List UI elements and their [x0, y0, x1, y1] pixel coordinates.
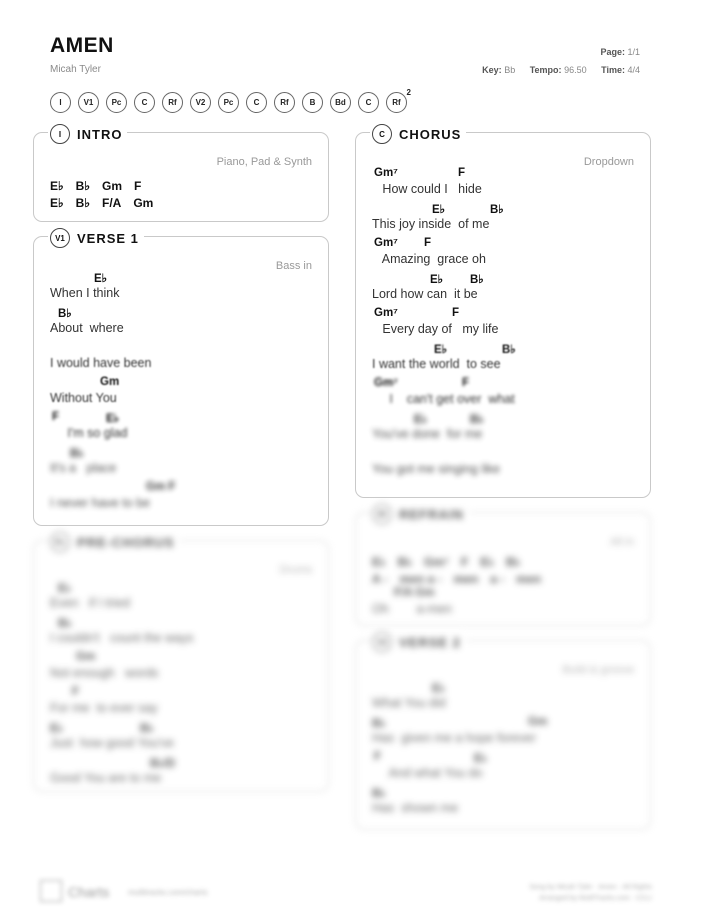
section-badge[interactable]: C	[372, 124, 392, 144]
section-body	[34, 237, 328, 528]
lyric-line	[372, 412, 636, 447]
chord: E♭	[480, 554, 494, 569]
chord: E♭	[50, 723, 64, 735]
chord: F	[52, 411, 60, 423]
section-title: VERSE 2	[399, 634, 461, 650]
chord: B♭	[490, 204, 504, 216]
chord: E♭	[58, 583, 72, 595]
roadmap-item[interactable]	[134, 92, 155, 113]
chord: B♭	[397, 554, 412, 569]
charts-logo-text: Charts	[68, 884, 110, 900]
chord: Gm F	[146, 481, 176, 493]
lyric-text: You've done for me	[372, 427, 483, 441]
section-badge[interactable]: V1	[50, 228, 70, 248]
lyric-text: This joy inside of me	[372, 217, 490, 231]
chord: B♭	[470, 274, 484, 286]
lyric-text: You got me singing like	[372, 462, 501, 476]
chord: E♭	[50, 178, 64, 193]
time-value: 4/4	[627, 65, 640, 75]
lyric-line	[372, 716, 636, 751]
section-title: PRE-CHORUS	[77, 534, 175, 550]
lyric-line	[372, 751, 636, 786]
lyric-text: I never have to be	[50, 496, 151, 510]
chord: E♭	[372, 554, 386, 569]
lyric-text: I can't get over what	[372, 392, 515, 406]
chord: Gm⁷	[374, 167, 398, 179]
roadmap-item-label: C	[253, 98, 260, 107]
roadmap-item[interactable]	[50, 92, 71, 113]
footer-link[interactable]: multitracks.com/charts	[128, 888, 208, 897]
page-label: Page:	[600, 47, 625, 57]
roadmap-item[interactable]	[162, 92, 183, 113]
chord: F	[424, 237, 432, 249]
chord: Gm	[102, 178, 123, 193]
song-artist: Micah Tyler	[50, 64, 101, 75]
section-badge[interactable]: Rf	[372, 504, 392, 524]
lyric-line	[372, 587, 636, 622]
roadmap-item[interactable]	[246, 92, 267, 113]
lyric-line	[50, 721, 314, 756]
section-chorus	[355, 126, 651, 498]
section-title: VERSE 1	[77, 230, 139, 246]
section-badge[interactable]: Pc	[50, 532, 70, 552]
time-label: Time:	[601, 65, 625, 75]
roadmap-item[interactable]	[190, 92, 211, 113]
section-header	[370, 503, 469, 525]
roadmap-item[interactable]	[78, 92, 99, 113]
chord: F	[134, 178, 142, 193]
lyric-text: Even if I tried	[50, 596, 130, 610]
chord: B♭	[140, 723, 154, 735]
chord: E♭	[432, 683, 446, 695]
chord: Gm⁷	[374, 307, 398, 319]
lyric-text: When I think	[50, 286, 120, 300]
section-note: Build & groove	[562, 664, 634, 676]
roadmap-item-label: I	[59, 98, 62, 107]
section-note: All in	[610, 536, 634, 548]
chord: B♭	[372, 788, 386, 800]
song-header	[50, 34, 650, 82]
section-note: Piano, Pad & Synth	[216, 156, 312, 168]
section-note: Bass in	[275, 260, 312, 272]
lyric-text: For me to ever say	[50, 701, 158, 715]
lyric-line	[50, 686, 314, 721]
lyric-text: Has shown me	[372, 801, 459, 815]
chord: F	[460, 554, 469, 569]
section-title: CHORUS	[399, 126, 462, 142]
lyric-text: Just how good You've	[50, 736, 175, 750]
lyric-line	[50, 411, 314, 446]
charts-logo-icon	[40, 880, 62, 902]
lyric-line	[50, 581, 314, 616]
lyric-line	[372, 272, 636, 307]
section-refrain	[355, 506, 651, 626]
chord-line	[372, 553, 636, 570]
copyright-line-1: Song by Micah Tyler · Amen · All Rights	[529, 884, 652, 891]
lyric-text: Has given me a hope forever	[372, 731, 536, 745]
chord: F	[462, 377, 470, 389]
roadmap-repeat-count: 2	[406, 88, 411, 97]
section-verse-2	[355, 634, 651, 830]
roadmap-item-label: C	[141, 98, 148, 107]
section-body	[34, 541, 328, 803]
section-pre-chorus	[33, 534, 329, 792]
page-value: 1/1	[627, 47, 640, 57]
chord: F	[458, 167, 466, 179]
section-body	[356, 133, 650, 494]
song-meta	[470, 65, 640, 75]
chord: E♭	[50, 195, 64, 210]
chord: E♭	[434, 344, 448, 356]
section-header	[48, 531, 179, 553]
chord-line	[50, 177, 314, 194]
lyric-text: Lord how can it be	[372, 287, 478, 301]
page-footer	[40, 878, 652, 908]
lyric-line	[372, 202, 636, 237]
roadmap-item[interactable]	[358, 92, 379, 113]
chord: F	[452, 307, 460, 319]
lyric-line	[372, 167, 636, 202]
chord: E♭	[94, 273, 108, 285]
chord: F/A Gm	[394, 587, 435, 599]
section-title: REFRAIN	[399, 506, 464, 522]
section-note: Drums	[279, 564, 312, 576]
lyric-text: About where	[50, 321, 124, 335]
tempo-label: Tempo:	[529, 65, 562, 75]
roadmap-item-label: V1	[83, 98, 94, 107]
lyric-text: Without You	[50, 391, 117, 405]
section-body	[356, 513, 650, 634]
roadmap-item[interactable]	[106, 92, 127, 113]
roadmap-item-label: Rf	[392, 98, 401, 107]
chord: F	[72, 686, 80, 698]
section-header	[48, 227, 144, 249]
roadmap-item-label: Rf	[168, 98, 177, 107]
lyric-line	[372, 307, 636, 342]
chord: B♭	[505, 554, 521, 569]
chord: B♭	[372, 718, 386, 730]
lyric-line	[50, 271, 314, 306]
chord: B♭	[75, 178, 90, 193]
chord: Gm	[133, 195, 154, 210]
lyric-line	[50, 446, 314, 481]
copyright-line-2: Arranged by MultiTracks.com · CCLI	[539, 895, 652, 902]
chord: Gm	[100, 376, 120, 388]
lyric-line	[372, 447, 636, 482]
roadmap-item-label: Bd	[335, 98, 346, 107]
right-column	[355, 126, 651, 844]
lyric-line	[372, 786, 636, 821]
lyric-line	[50, 481, 314, 516]
roadmap-item-label: Pc	[223, 98, 234, 107]
lyric-line	[50, 376, 314, 411]
section-header	[370, 123, 466, 145]
chord: B♭/D	[150, 758, 176, 770]
chord: Gm⁷	[374, 377, 398, 389]
lyric-text: Amazing grace oh	[372, 252, 486, 266]
page-indicator	[600, 47, 640, 57]
chord: B♭	[75, 195, 90, 210]
chord: men	[453, 571, 479, 586]
section-note: Dropdown	[583, 156, 634, 168]
lyric-line	[372, 377, 636, 412]
section-badge[interactable]: I	[50, 124, 70, 144]
lyric-text: What You did	[372, 696, 446, 710]
lyric-line	[50, 756, 314, 791]
key-value: Bb	[504, 65, 516, 75]
song-title: AMEN	[50, 34, 114, 57]
lyric-text: Oh a-men	[372, 602, 452, 616]
lyric-line	[50, 651, 314, 686]
chord-line	[372, 570, 636, 587]
roadmap-item-label: Pc	[111, 98, 122, 107]
lyric-line	[372, 237, 636, 272]
roadmap-item[interactable]	[218, 92, 239, 113]
lyric-text: It's a place	[50, 461, 117, 475]
roadmap-item[interactable]	[330, 92, 351, 113]
chord: Gm⁷	[374, 237, 398, 249]
roadmap-item-label: V2	[195, 98, 206, 107]
lyric-text: I couldn't count the ways	[50, 631, 194, 645]
footer-copyright	[529, 882, 652, 904]
chord: E♭	[106, 413, 120, 425]
key-label: Key:	[482, 65, 502, 75]
lyric-text: How could I hide	[372, 182, 482, 196]
tempo-value: 96.50	[564, 65, 587, 75]
roadmap-item-label: Rf	[280, 98, 289, 107]
chord: E♭	[414, 414, 428, 426]
chord: E♭	[430, 274, 444, 286]
key-meta	[482, 65, 515, 75]
lyric-text: Good You are to me	[50, 771, 162, 785]
lyric-text: I would have been	[50, 356, 152, 370]
section-intro	[33, 126, 329, 222]
section-title: INTRO	[77, 126, 123, 142]
time-meta	[601, 65, 640, 75]
roadmap-item-label: C	[365, 98, 372, 107]
chord: Gm	[528, 716, 548, 728]
chord: F	[374, 751, 382, 763]
tempo-meta	[530, 65, 587, 75]
chord: F/A	[102, 195, 122, 210]
section-header	[370, 631, 466, 653]
roadmap-item-label: B	[309, 98, 316, 107]
chord: E♭	[432, 204, 446, 216]
chord: Gm	[76, 651, 96, 663]
section-body	[34, 133, 328, 223]
lyric-text: I want the world to see	[372, 357, 501, 371]
chord: B♭	[502, 344, 516, 356]
chord: B♭	[58, 618, 72, 630]
lyric-line	[50, 306, 314, 341]
lyric-text: And what You do	[372, 766, 483, 780]
section-verse-1	[33, 230, 329, 526]
chord: B♭	[58, 308, 72, 320]
section-header	[48, 123, 127, 145]
lyric-text: Not enough words	[50, 666, 159, 680]
lyric-line	[50, 616, 314, 651]
lyric-line	[50, 341, 314, 376]
section-badge[interactable]: V2	[372, 632, 392, 652]
lyric-text: Every day of my life	[372, 322, 499, 336]
chord: A -	[372, 571, 388, 586]
roadmap-item[interactable]	[274, 92, 295, 113]
chord: Gm⁷	[424, 554, 449, 569]
chord: a -	[490, 571, 505, 586]
chord: men	[516, 571, 541, 586]
chord: B♭	[70, 448, 84, 460]
song-roadmap	[50, 88, 411, 112]
left-column	[33, 126, 329, 806]
chord: E♭	[474, 753, 488, 765]
lyric-line	[372, 681, 636, 716]
lyric-text: I'm so glad	[50, 426, 128, 440]
chord: men a -	[399, 571, 442, 586]
roadmap-item[interactable]	[302, 92, 323, 113]
chord: B♭	[470, 414, 484, 426]
lyric-line	[372, 342, 636, 377]
roadmap-item[interactable]	[386, 88, 411, 113]
chord-line	[50, 194, 314, 211]
